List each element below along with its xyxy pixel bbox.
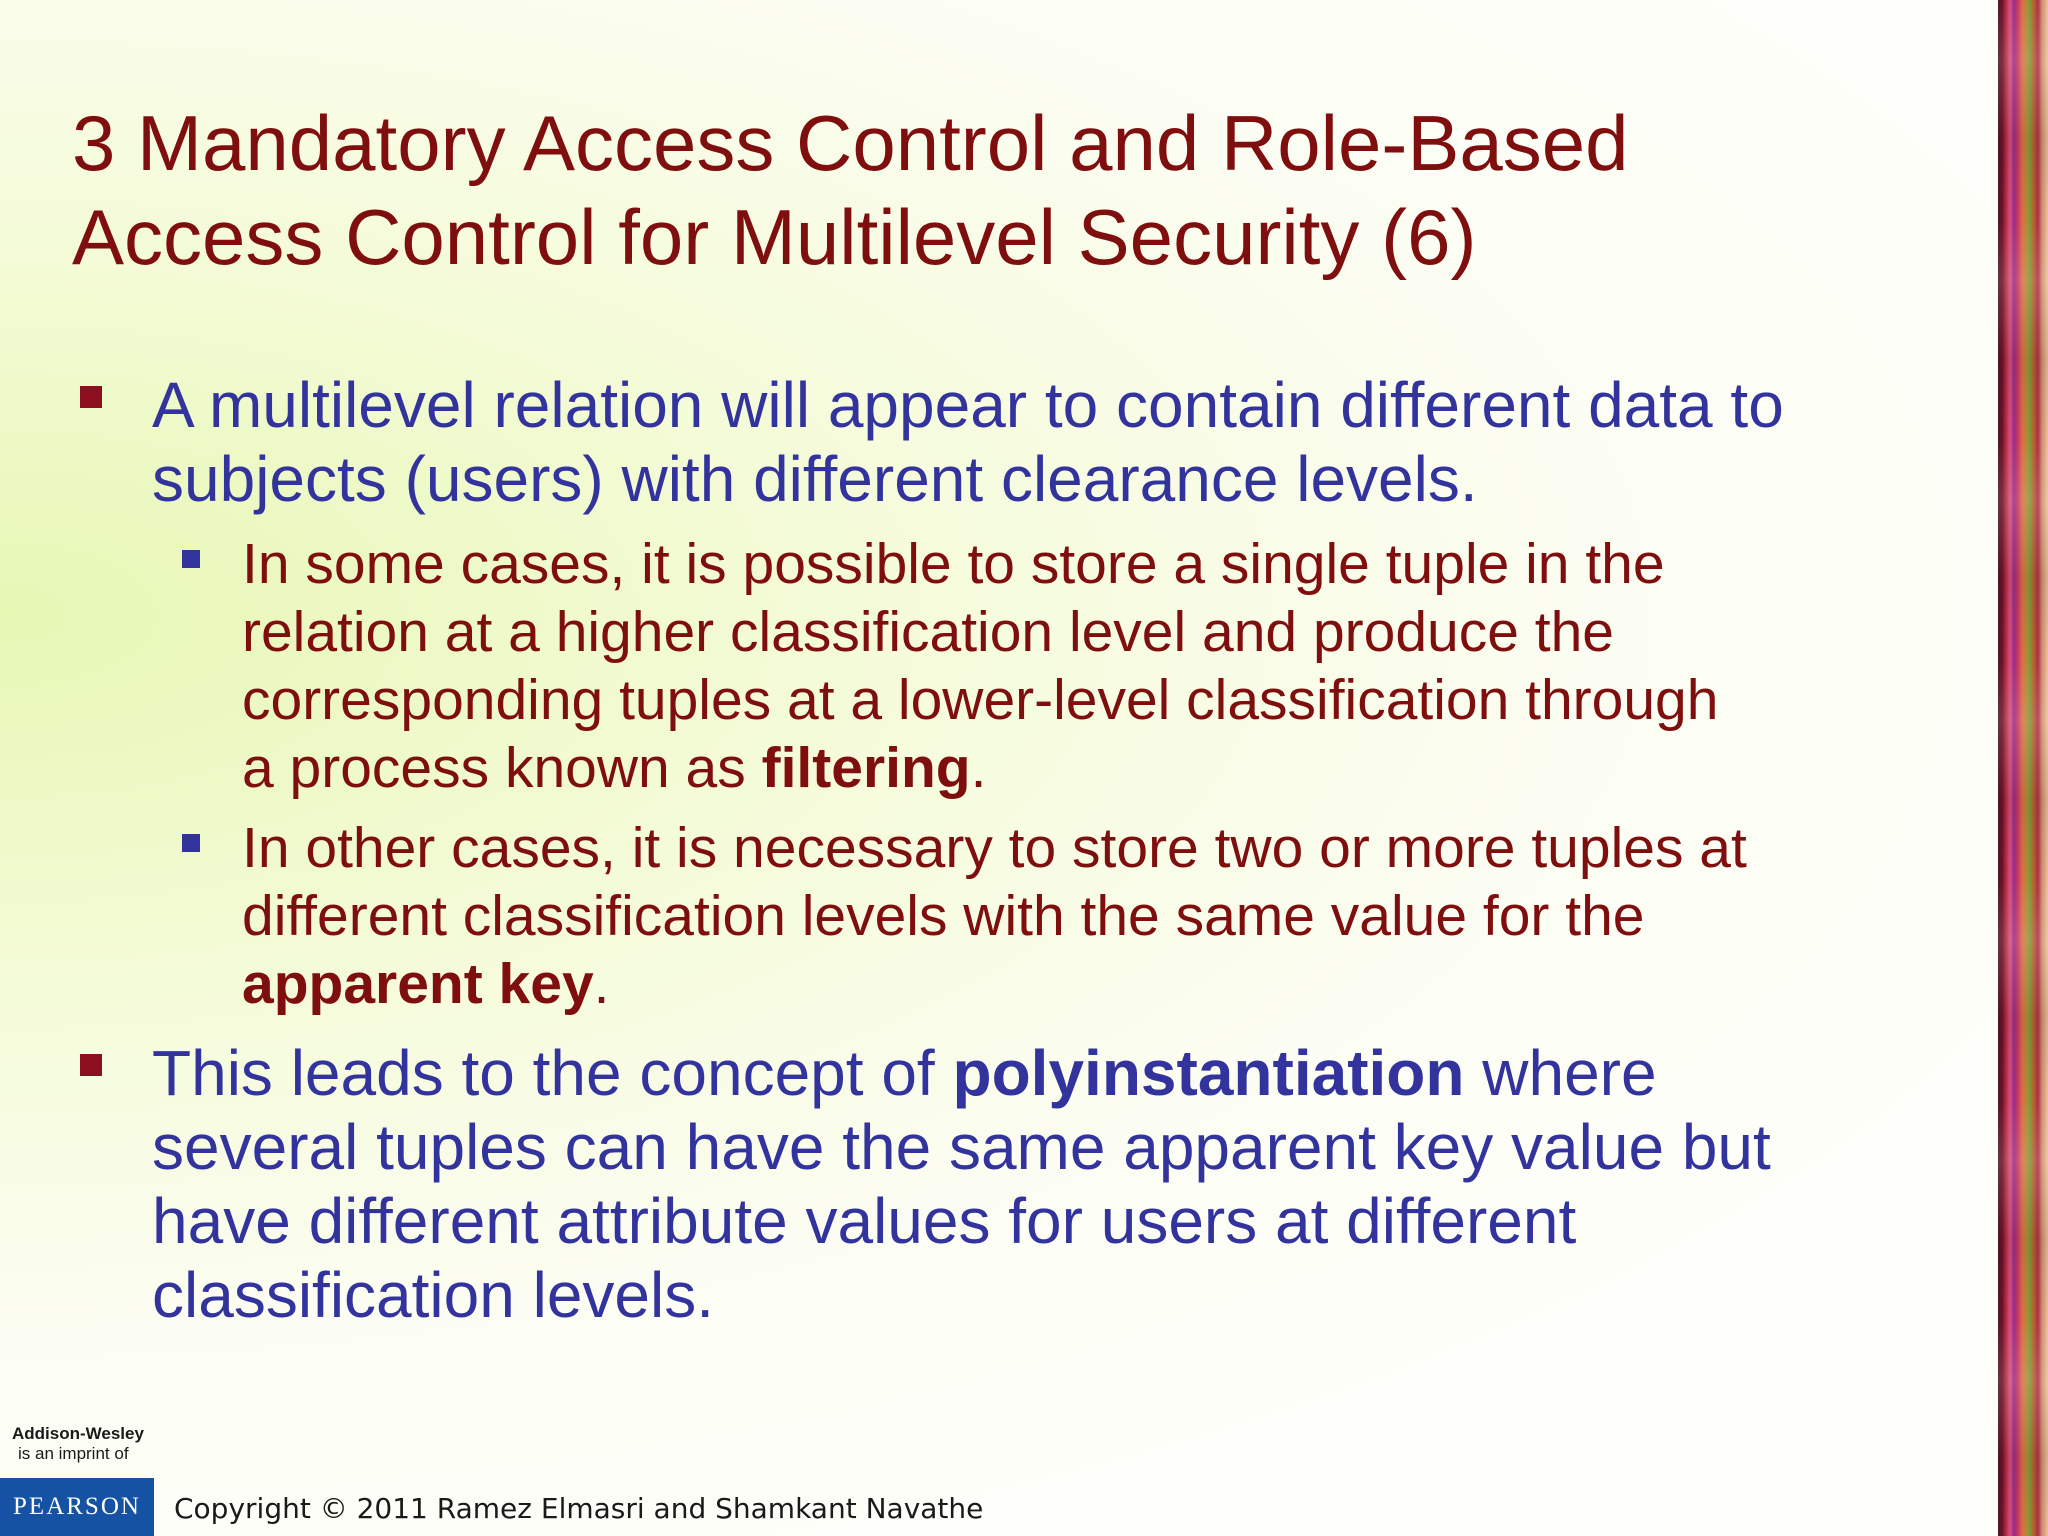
slide-title xyxy=(72,96,1952,284)
bullet-text xyxy=(152,1036,1932,1110)
bullet-text: classification levels. xyxy=(152,1259,714,1331)
emphasized-term: filtering xyxy=(761,736,971,800)
square-bullet-icon xyxy=(80,386,102,408)
bullet-text: A multilevel relation will appear to contain different data to xyxy=(152,369,1784,441)
copyright-text: Copyright © 2011 Ramez Elmasri and Shamkant Navathe xyxy=(174,1492,984,1525)
bullet-text: several tuples can have the same apparent key value but xyxy=(152,1111,1771,1183)
decorative-side-bar xyxy=(1998,0,2048,1536)
bullet-text xyxy=(242,950,1942,1018)
bullet-text: In other cases, it is necessary to store two or more tuples at xyxy=(242,816,1747,880)
bullet-text xyxy=(242,734,1942,802)
title-line: Access Control for Multilevel Security (6) xyxy=(72,193,1477,281)
text-run: . xyxy=(970,736,987,800)
bullet-text: have different attribute values for users at different xyxy=(152,1185,1577,1257)
bullet-text: different classification levels with the same value for the xyxy=(242,884,1645,948)
publisher-name: Addison-Wesley xyxy=(12,1424,144,1443)
text-run: This leads to the concept of xyxy=(152,1037,953,1109)
bullet-text: subjects (users) with different clearance levels. xyxy=(152,443,1478,515)
pearson-logo: PEARSON xyxy=(0,1478,154,1536)
emphasized-term: polyinstantiation xyxy=(952,1037,1465,1109)
square-bullet-icon xyxy=(182,834,200,852)
text-run: a process known as xyxy=(242,736,762,800)
emphasized-term: apparent key xyxy=(242,952,594,1016)
square-bullet-icon xyxy=(80,1054,102,1076)
square-bullet-icon xyxy=(182,550,200,568)
bullet-item xyxy=(152,368,1932,516)
text-run: . xyxy=(593,952,610,1016)
bullet-text: corresponding tuples at a lower-level classification through xyxy=(242,668,1719,732)
title-line: 3 Mandatory Access Control and Role-Based xyxy=(72,99,1629,187)
text-run: where xyxy=(1464,1037,1657,1109)
sub-bullet-item xyxy=(242,814,1942,1018)
bullet-text: relation at a higher classification level and produce the xyxy=(242,600,1615,664)
sub-bullet-item xyxy=(242,530,1942,802)
bullet-item xyxy=(152,1036,1932,1332)
bullet-text: In some cases, it is possible to store a single tuple in the xyxy=(242,532,1665,596)
imprint-text: is an imprint of xyxy=(18,1444,129,1463)
